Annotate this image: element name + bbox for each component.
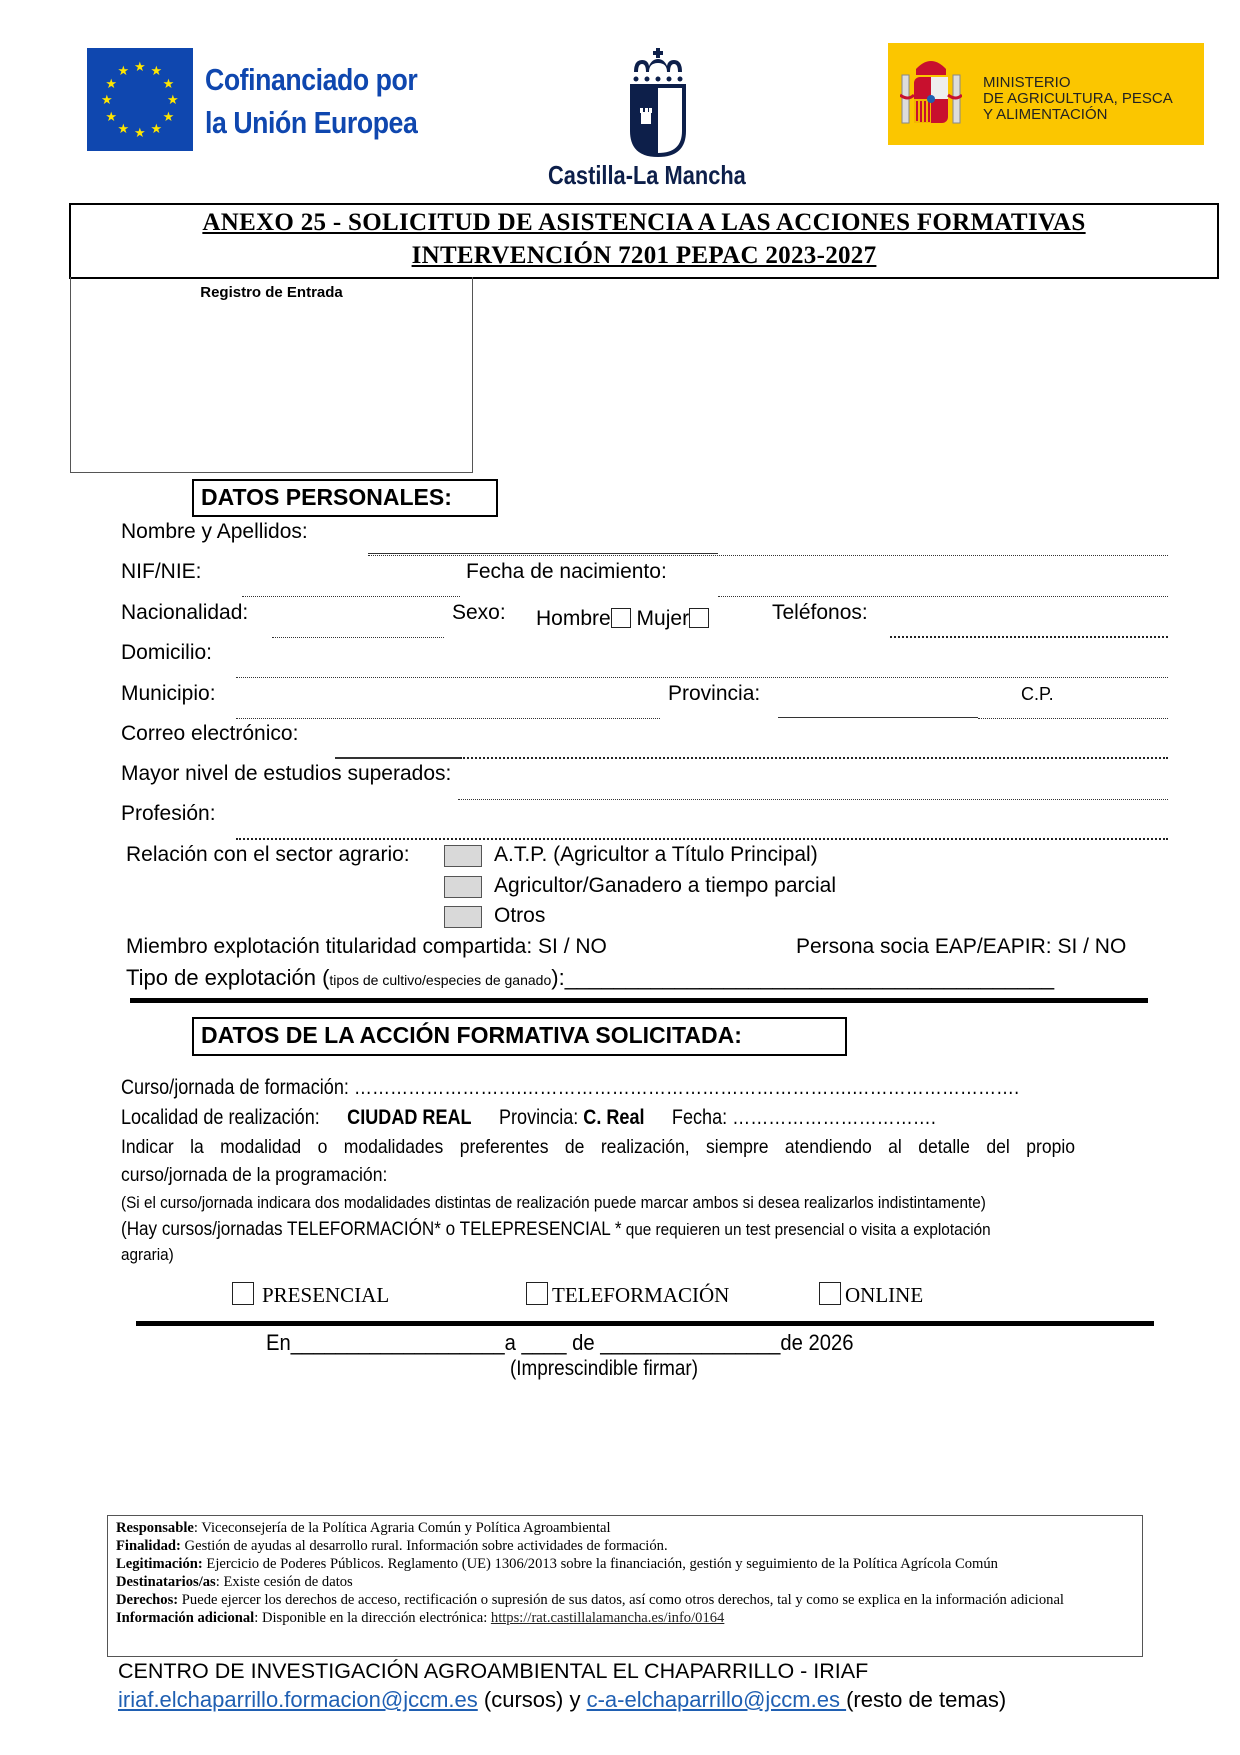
footer-mid-text: (cursos) y	[477, 1687, 587, 1712]
estudios-field[interactable]	[458, 799, 1168, 800]
legal-row-text: Ejercicio de Poderes Públicos. Reglamento (UE) 1306/2013 sobre la financiación, gestión y seguimiento de la Política Agrícola Común	[206, 1556, 998, 1572]
eu-star-icon: ★	[105, 108, 118, 124]
persona-socia-label: Persona socia EAP/EAPIR: SI / NO	[796, 935, 1127, 958]
correo-field-solid	[335, 757, 460, 759]
legal-row-text: Existe cesión de datos	[223, 1574, 353, 1590]
profesion-label: Profesión:	[121, 802, 216, 825]
municipio-label: Municipio:	[121, 682, 216, 705]
eu-flag-logo	[87, 48, 193, 151]
tipo-explotacion-label	[126, 965, 1054, 991]
nota-teleformacion-b: que requieren un test presencial o visita a explotación	[621, 1220, 991, 1239]
sexo-label: Sexo:	[452, 601, 506, 624]
ministry-line1: MINISTERIO	[983, 74, 1071, 91]
legal-row	[116, 1591, 1134, 1609]
legal-row-sep: :	[215, 1574, 224, 1590]
eu-star-icon: ★	[105, 75, 118, 91]
legal-row	[116, 1537, 1134, 1555]
proteccion-datos-box	[107, 1515, 1143, 1657]
registro-entrada-label: Registro de Entrada	[200, 284, 343, 301]
nombre-field-solid	[368, 553, 718, 554]
clm-shield-logo	[628, 48, 688, 158]
eu-star-icon: ★	[162, 108, 175, 124]
eu-star-icon: ★	[117, 63, 130, 79]
legal-row	[116, 1555, 1134, 1573]
indicar-modalidad-text: Indicar la modalidad o modalidades preferentes de realización, siempre atendiendo al detalle del propio	[121, 1136, 1075, 1158]
ministry-line3: Y ALIMENTACIÓN	[983, 106, 1108, 123]
atp-option-label: A.T.P. (Agricultor a Título Principal)	[494, 843, 818, 866]
legal-row-text: Puede ejercer los derechos de acceso, rectificación o supresión de sus datos, así como otros derechos, tal y como se explica en la información adicional	[181, 1592, 1064, 1608]
localidad-row	[121, 1106, 936, 1130]
sexo-options	[536, 607, 709, 631]
telefonos-label: Teléfonos:	[772, 601, 868, 624]
legal-row-sep: :	[254, 1610, 262, 1626]
legal-row-text: Viceconsejería de la Política Agraria Común y Política Agroambiental	[201, 1520, 611, 1536]
legal-row	[116, 1573, 1134, 1591]
domicilio-field[interactable]	[236, 677, 1168, 678]
estudios-label: Mayor nivel de estudios superados:	[121, 762, 452, 785]
clm-logo-text: Castilla-La Mancha	[548, 160, 746, 190]
legal-row-text: Gestión de ayudas al desarrollo rural. Información sobre actividades de formación.	[184, 1538, 668, 1554]
nif-field[interactable]	[242, 596, 460, 597]
section-divider	[136, 1321, 1154, 1326]
legal-row-label: Legitimación:	[116, 1556, 203, 1572]
nif-label: NIF/NIE:	[121, 560, 202, 583]
indicar-modalidad-text-2: curso/jornada de la programación:	[121, 1164, 388, 1186]
online-label: ONLINE	[845, 1283, 924, 1307]
footer-end-text: (resto de temas)	[846, 1687, 1007, 1712]
localidad-value: CIUDAD REAL	[347, 1106, 472, 1129]
registro-entrada-box	[70, 277, 473, 473]
eu-star-icon: ★	[117, 120, 130, 136]
hombre-label: Hombre	[536, 607, 611, 630]
eu-star-icon: ★	[150, 120, 163, 136]
legal-row	[116, 1609, 1134, 1627]
nota-dos-modalidades: (Si el curso/jornada indicara dos modalidades distintas de realización puede marcar ambos si desea realizarlos indistintamente)	[121, 1193, 986, 1212]
cp-field[interactable]	[978, 718, 1168, 719]
tipo-explotacion-text: Tipo de explotación (	[126, 965, 330, 990]
presencial-label: PRESENCIAL	[262, 1283, 390, 1307]
ministry-logo	[888, 43, 1204, 145]
atp-checkbox[interactable]	[444, 845, 482, 867]
eu-text-line2: la Unión Europea	[205, 105, 418, 140]
telefonos-field[interactable]	[890, 636, 1168, 638]
nota-teleformacion-a: (Hay cursos/jornadas TELEFORMACIÓN* o TELEPRESENCIAL *	[121, 1219, 622, 1240]
provincia-label: Provincia:	[668, 682, 761, 705]
tipo-explotacion-field: ):________________________________________	[551, 965, 1055, 990]
mujer-label: Mujer	[636, 607, 690, 630]
otros-option-label: Otros	[494, 904, 546, 927]
provincia-accion-value: C. Real	[583, 1106, 645, 1129]
nacionalidad-label: Nacionalidad:	[121, 601, 249, 624]
eu-star-icon: ★	[134, 59, 146, 74]
eu-star-icon: ★	[150, 63, 163, 79]
online-checkbox[interactable]	[819, 1282, 841, 1305]
form-title	[69, 203, 1219, 279]
section-header-accion-formativa	[192, 1017, 847, 1056]
eu-cofinanced-text	[205, 58, 417, 144]
cp-label: C.P.	[1021, 684, 1054, 704]
firma-lugar-fecha[interactable]: En___________________a ____ de ________________de 2026	[266, 1330, 854, 1355]
legal-row-label: Finalidad:	[116, 1538, 181, 1554]
section-header-datos-personales	[192, 479, 498, 517]
title-line2: INTERVENCIÓN 7201 PEPAC 2023-2027	[411, 242, 877, 269]
nombre-label: Nombre y Apellidos:	[121, 520, 308, 543]
domicilio-label: Domicilio:	[121, 641, 213, 664]
fecha-nacimiento-label: Fecha de nacimiento:	[466, 560, 667, 583]
eu-star-icon: ★	[167, 92, 179, 107]
correo-label: Correo electrónico:	[121, 722, 299, 745]
municipio-field[interactable]	[236, 718, 660, 719]
legal-row-label: Destinatarios/as	[116, 1574, 216, 1590]
email-cursos-link[interactable]: iriaf.elchaparrillo.formacion@jccm.es	[118, 1687, 478, 1712]
title-line1: ANEXO 25 - SOLICITUD DE ASISTENCIA A LAS ACCIONES FORMATIVAS	[202, 209, 1086, 236]
mujer-checkbox[interactable]	[689, 608, 709, 628]
tiempo-parcial-option-label: Agricultor/Ganadero a tiempo parcial	[494, 874, 837, 897]
relacion-sector-label: Relación con el sector agrario:	[126, 843, 410, 866]
section-title: DATOS DE LA ACCIÓN FORMATIVA SOLICITADA:	[201, 1022, 742, 1048]
ministry-line2: DE AGRICULTURA, PESCA	[983, 90, 1173, 107]
info-adicional-link[interactable]: https://rat.castillalamancha.es/info/0164	[490, 1610, 725, 1626]
hombre-checkbox[interactable]	[611, 608, 631, 628]
fecha-nacimiento-field[interactable]	[718, 596, 1168, 597]
nota-teleformacion-c: agraria)	[121, 1245, 174, 1264]
provincia-accion-label: Provincia:	[498, 1106, 579, 1129]
eu-star-icon: ★	[101, 92, 113, 107]
teleformacion-checkbox[interactable]	[526, 1282, 548, 1305]
eu-star-icon: ★	[162, 75, 175, 91]
teleformacion-label: TELEFORMACIÓN	[552, 1283, 730, 1307]
footer-contacto	[118, 1687, 1006, 1713]
nombre-field[interactable]	[368, 555, 1168, 556]
otros-checkbox[interactable]	[444, 906, 482, 928]
presencial-checkbox[interactable]	[232, 1282, 254, 1305]
legal-row-label: Responsable	[116, 1520, 194, 1536]
profesion-field[interactable]	[236, 838, 1168, 840]
tiempo-parcial-checkbox[interactable]	[444, 876, 482, 898]
eu-star-icon: ★	[134, 125, 146, 140]
legal-row	[116, 1519, 1134, 1537]
fecha-accion-field[interactable]: Fecha: …………………………….	[671, 1106, 936, 1129]
spain-coat-of-arms-icon	[900, 55, 962, 133]
localidad-label: Localidad de realización:	[121, 1106, 320, 1129]
legal-row-label: Información adicional	[116, 1610, 255, 1626]
modalidad-presencial[interactable]	[232, 1282, 389, 1308]
footer-centro: CENTRO DE INVESTIGACIÓN AGROAMBIENTAL EL CHAPARRILLO - IRIAF	[118, 1659, 869, 1683]
titularidad-compartida-label: Miembro explotación titularidad compartida: SI / NO	[126, 935, 607, 958]
ministry-text	[983, 75, 1173, 123]
legal-row-label: Derechos:	[116, 1592, 179, 1608]
nacionalidad-field[interactable]	[272, 637, 444, 638]
provincia-field[interactable]	[778, 717, 978, 718]
eu-text-line1: Cofinanciado por	[205, 62, 418, 97]
firma-note: (Imprescindible firmar)	[510, 1357, 698, 1380]
email-resto-link[interactable]: c-a-elchaparrillo@jccm.es	[586, 1687, 847, 1712]
nota-teleformacion	[121, 1219, 991, 1241]
modalidad-teleformacion[interactable]	[526, 1282, 729, 1308]
legal-row-sep: :	[193, 1520, 202, 1536]
section-divider	[130, 998, 1148, 1003]
section-title: DATOS PERSONALES:	[201, 484, 452, 510]
curso-jornada-field[interactable]: Curso/jornada de formación: ……………………….……………………………………………….……………………….	[121, 1076, 1020, 1099]
modalidad-online[interactable]	[819, 1282, 923, 1308]
legal-row-text: Disponible en la dirección electrónica:	[261, 1610, 491, 1626]
tipo-explotacion-hint: tipos de cultivo/especies de ganado	[329, 972, 552, 988]
correo-field[interactable]	[460, 757, 1168, 759]
